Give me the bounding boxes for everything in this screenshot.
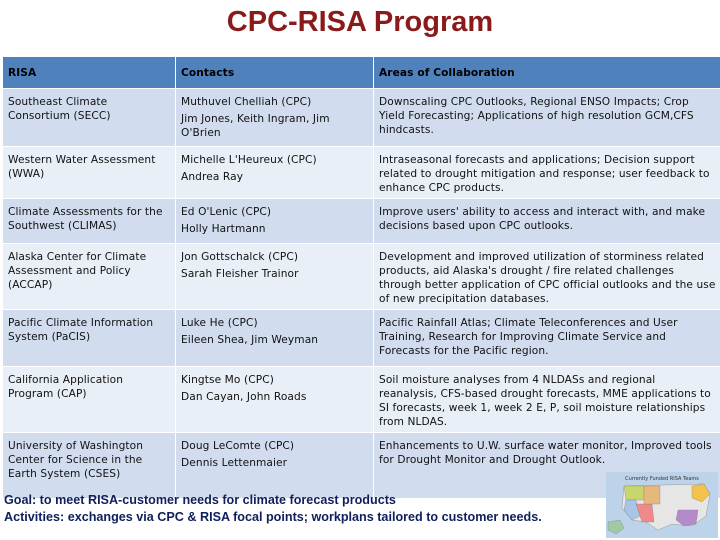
- page-title: CPC-RISA Program: [226, 6, 494, 38]
- goal-statement: Goal: to meet RISA-customer needs for climate forecast products: [4, 493, 396, 507]
- areas-cell: Development and improved utilization of storminess related products, aid Alaska's drought / fire related challenges through better application of CPC official outlooks and the use of new precipitation databases.: [374, 244, 720, 310]
- table-header-row: [3, 57, 720, 89]
- region-northwest: [624, 486, 644, 500]
- contact-lead: Michelle L'Heureux (CPC): [181, 154, 317, 166]
- contact-partners: Dan Cayan, John Roads: [181, 391, 307, 403]
- map-caption: Currently Funded RISA Teams: [625, 476, 699, 482]
- areas-cell: Soil moisture analyses from 4 NLDASs and regional reanalysis, CFS-based drought forecasts, MME applications to SI forecasts, week 1, week 2 E, P, soil moisture relationships from NLDAS.: [374, 367, 720, 433]
- contacts-cell: [176, 433, 374, 499]
- areas-cell: Enhancements to U.W. surface water monitor, Improved tools for Drought Monitor and Drought Outlook.: [374, 433, 720, 499]
- areas-cell: Improve users' ability to access and interact with, and make decisions based upon CPC outlooks.: [374, 199, 720, 244]
- risa-teams-map: [606, 472, 718, 538]
- table-row: [3, 310, 720, 367]
- contact-partners: Sarah Fleisher Trainor: [181, 268, 299, 280]
- risa-name: Southeast Climate Consortium (SECC): [3, 89, 176, 147]
- table-row: [3, 367, 720, 433]
- contacts-cell: [176, 199, 374, 244]
- risa-name: University of Washington Center for Science in the Earth System (CSES): [3, 433, 176, 499]
- risa-name: Alaska Center for Climate Assessment and Policy (ACCAP): [3, 244, 176, 310]
- contacts-cell: [176, 244, 374, 310]
- table-row: [3, 199, 720, 244]
- contacts-cell: [176, 310, 374, 367]
- contact-partners: Eileen Shea, Jim Weyman: [181, 334, 319, 346]
- risa-name: Pacific Climate Information System (PaCIS): [3, 310, 176, 367]
- table-row: [3, 244, 720, 310]
- contact-partners: Holly Hartmann: [181, 223, 266, 235]
- risa-name: California Application Program (CAP): [3, 367, 176, 433]
- contact-lead: Luke He (CPC): [181, 317, 258, 329]
- contacts-cell: [176, 147, 374, 199]
- risa-name: Western Water Assessment (WWA): [3, 147, 176, 199]
- contact-partners: Dennis Lettenmaier: [181, 457, 288, 469]
- header-risa: RISA: [3, 57, 176, 89]
- contact-partners: Jim Jones, Keith Ingram, Jim O'Brien: [181, 113, 330, 139]
- header-contacts: Contacts: [176, 57, 374, 89]
- contacts-cell: [176, 367, 374, 433]
- contact-partners: Andrea Ray: [181, 171, 244, 183]
- contact-lead: Muthuvel Chelliah (CPC): [181, 96, 312, 108]
- areas-cell: Intraseasonal forecasts and applications; Decision support related to drought mitigation and response; user feedback to enhance CPC products.: [374, 147, 720, 199]
- contact-lead: Doug LeComte (CPC): [181, 440, 295, 452]
- table-row: [3, 147, 720, 199]
- contacts-cell: [176, 89, 374, 147]
- table-row: [3, 89, 720, 147]
- areas-cell: Pacific Rainfall Atlas; Climate Teleconferences and User Training, Research for Improving Climate Service and Forecasts for the Pacific region.: [374, 310, 720, 367]
- contact-lead: Ed O'Lenic (CPC): [181, 206, 272, 218]
- risa-table: [2, 56, 720, 499]
- risa-name: Climate Assessments for the Southwest (CLIMAS): [3, 199, 176, 244]
- header-areas: Areas of Collaboration: [374, 57, 720, 89]
- areas-cell: Downscaling CPC Outlooks, Regional ENSO Impacts; Crop Yield Forecasting; Applications of high resolution GCM,CFS hindcasts.: [374, 89, 720, 147]
- footer-notes: [4, 492, 604, 526]
- region-west: [644, 486, 660, 504]
- activities-statement: Activities: exchanges via CPC & RISA focal points; workplans tailored to customer needs.: [4, 510, 542, 524]
- contact-lead: Jon Gottschalck (CPC): [181, 251, 299, 263]
- contact-lead: Kingtse Mo (CPC): [181, 374, 274, 386]
